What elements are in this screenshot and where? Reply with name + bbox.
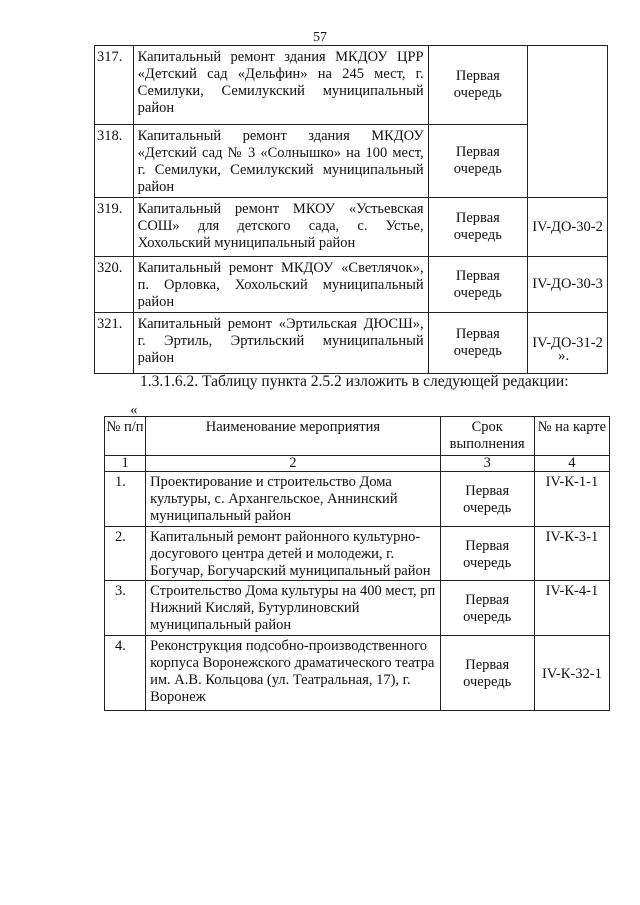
name-line: г. Эртиль, Эртильский муниципальный (137, 333, 424, 349)
table-row (105, 636, 610, 711)
row-term: Первая очередь (440, 472, 534, 527)
row-map: IV-К-32-1 (534, 636, 609, 711)
column-numbers-row (105, 456, 610, 472)
row-term: Первая очередь (428, 313, 527, 374)
row-name: Реконструкция подсобно-производственного корпуса Воронежского драматического театра им. А.В. Кольцова (ул. Театральная, 17), г. Воронеж (146, 636, 440, 711)
row-number: 4. (105, 636, 146, 711)
row-name (133, 313, 428, 374)
row-term: Первая очередь (428, 198, 527, 257)
row-name: Строительство Дома культуры на 400 мест, рп Нижний Кисляй, Бутурлиновский муниципальный район (146, 581, 440, 636)
name-line: Семилуки, Семилукский муниципальный (137, 83, 424, 99)
row-name (133, 198, 428, 257)
row-map: IV-ДО-30-2 (528, 198, 608, 257)
row-number: 321. (95, 313, 134, 374)
row-name (133, 257, 428, 313)
name-line: СОШ» для детского сада, с. Устье, (137, 218, 424, 234)
name-line: Капитальный ремонт МКОУ «Устьевская (137, 201, 424, 217)
row-name (133, 46, 428, 125)
table-row (95, 257, 608, 313)
name-line: район (137, 350, 175, 366)
name-line: Хохольский муниципальный район (137, 235, 356, 251)
row-number: 1. (105, 472, 146, 527)
culture-objects-table (104, 416, 610, 711)
row-map (528, 46, 608, 198)
header-name: Наименование мероприятия (146, 417, 440, 456)
closing-quote: ». (558, 348, 570, 364)
col-number: 2 (146, 456, 440, 472)
row-map: IV-ДО-30-3 (528, 257, 608, 313)
table-row (95, 46, 608, 125)
row-number: 318. (95, 125, 134, 198)
row-term: Первая очередь (428, 46, 527, 125)
name-line: Капитальный ремонт здания МКДОУ (137, 128, 424, 144)
col-number: 4 (534, 456, 609, 472)
row-number: 320. (95, 257, 134, 313)
table-row (105, 527, 610, 581)
table-row (95, 313, 608, 374)
name-line: район (137, 100, 175, 116)
col-number: 1 (105, 456, 146, 472)
name-line: п. Орловка, Хохольский муниципальный (137, 277, 424, 293)
paragraph-text: 1.3.1.6.2. Таблицу пункта 2.5.2 изложить в следующей редакции: (140, 373, 569, 390)
header-map: № на карте (534, 417, 609, 456)
opening-quote: « (130, 402, 138, 418)
header-term: Срок выполнения (440, 417, 534, 456)
row-map: IV-К-4-1 (534, 581, 609, 636)
row-name (133, 125, 428, 198)
objects-table-continued (94, 45, 608, 374)
row-name: Капитальный ремонт районного культурно-досугового центра детей и молодежи, г. Богучар, Богучарский муниципальный район (146, 527, 440, 581)
name-line: Капитальный ремонт МКДОУ «Светлячок», (137, 260, 424, 276)
name-line: Капитальный ремонт здания МКДОУ ЦРР (137, 49, 424, 65)
name-line: Капитальный ремонт «Эртильская ДЮСШ», (137, 316, 424, 332)
row-term: Первая очередь (440, 527, 534, 581)
row-map: IV-К-3-1 (534, 527, 609, 581)
row-term: Первая очередь (428, 125, 527, 198)
table-row (105, 581, 610, 636)
row-map: IV-ДО-31-2 (528, 313, 608, 374)
table-row (95, 198, 608, 257)
row-number: 317. (95, 46, 134, 125)
row-term: Первая очередь (440, 581, 534, 636)
name-line: г. Семилуки, Семилукский муниципальный (137, 162, 424, 178)
row-number: 319. (95, 198, 134, 257)
row-map: IV-К-1-1 (534, 472, 609, 527)
row-number: 2. (105, 527, 146, 581)
name-line: район (137, 294, 175, 310)
row-name: Проектирование и строительство Дома культуры, с. Архангельское, Аннинский муниципальный район (146, 472, 440, 527)
row-number: 3. (105, 581, 146, 636)
row-term: Первая очередь (428, 257, 527, 313)
name-line: «Детский сад № 3 «Солнышко» на 100 мест, (137, 145, 424, 161)
table-row (105, 472, 610, 527)
name-line: район (137, 179, 175, 195)
table-header-row (105, 417, 610, 456)
header-num: № п/п (105, 417, 146, 456)
col-number: 3 (440, 456, 534, 472)
page-number: 57 (313, 30, 327, 45)
row-term: Первая очередь (440, 636, 534, 711)
name-line: «Детский сад «Дельфин» на 245 мест, г. (137, 66, 424, 82)
